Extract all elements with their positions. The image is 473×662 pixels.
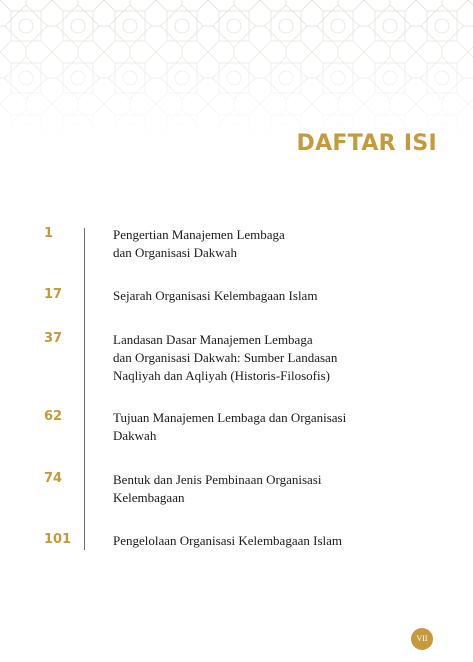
toc-page-number: 74 [44,471,63,486]
toc-entry-text: Landasan Dasar Manajemen Lembaga dan Organisasi Dakwah: Sumber Landasan Naqliyah dan Aqliyah (Historis-Filosofis) [113,332,338,383]
toc-page-number: 1 [44,226,54,241]
toc-entry-text: Bentuk dan Jenis Pembinaan Organisasi Kelembagaan [113,472,322,505]
decorative-pattern [0,0,473,140]
toc-page-number: 62 [44,409,63,424]
toc-entry-text: Tujuan Manajemen Lembaga dan Organisasi Dakwah [113,410,347,443]
toc-page-number: 101 [44,532,72,547]
toc-entry-text: Sejarah Organisasi Kelembagaan Islam [113,288,318,303]
toc-divider-line [84,228,85,550]
page-title: DAFTAR ISI [296,131,437,156]
toc-entry-text: Pengertian Manajemen Lembaga dan Organisasi Dakwah [113,227,285,260]
toc-entry-text: Pengelolaan Organisasi Kelembagaan Islam [113,533,342,548]
toc-page-number: 17 [44,287,63,302]
toc-page-number: 37 [44,331,63,346]
page-number-badge: VII [411,628,433,650]
